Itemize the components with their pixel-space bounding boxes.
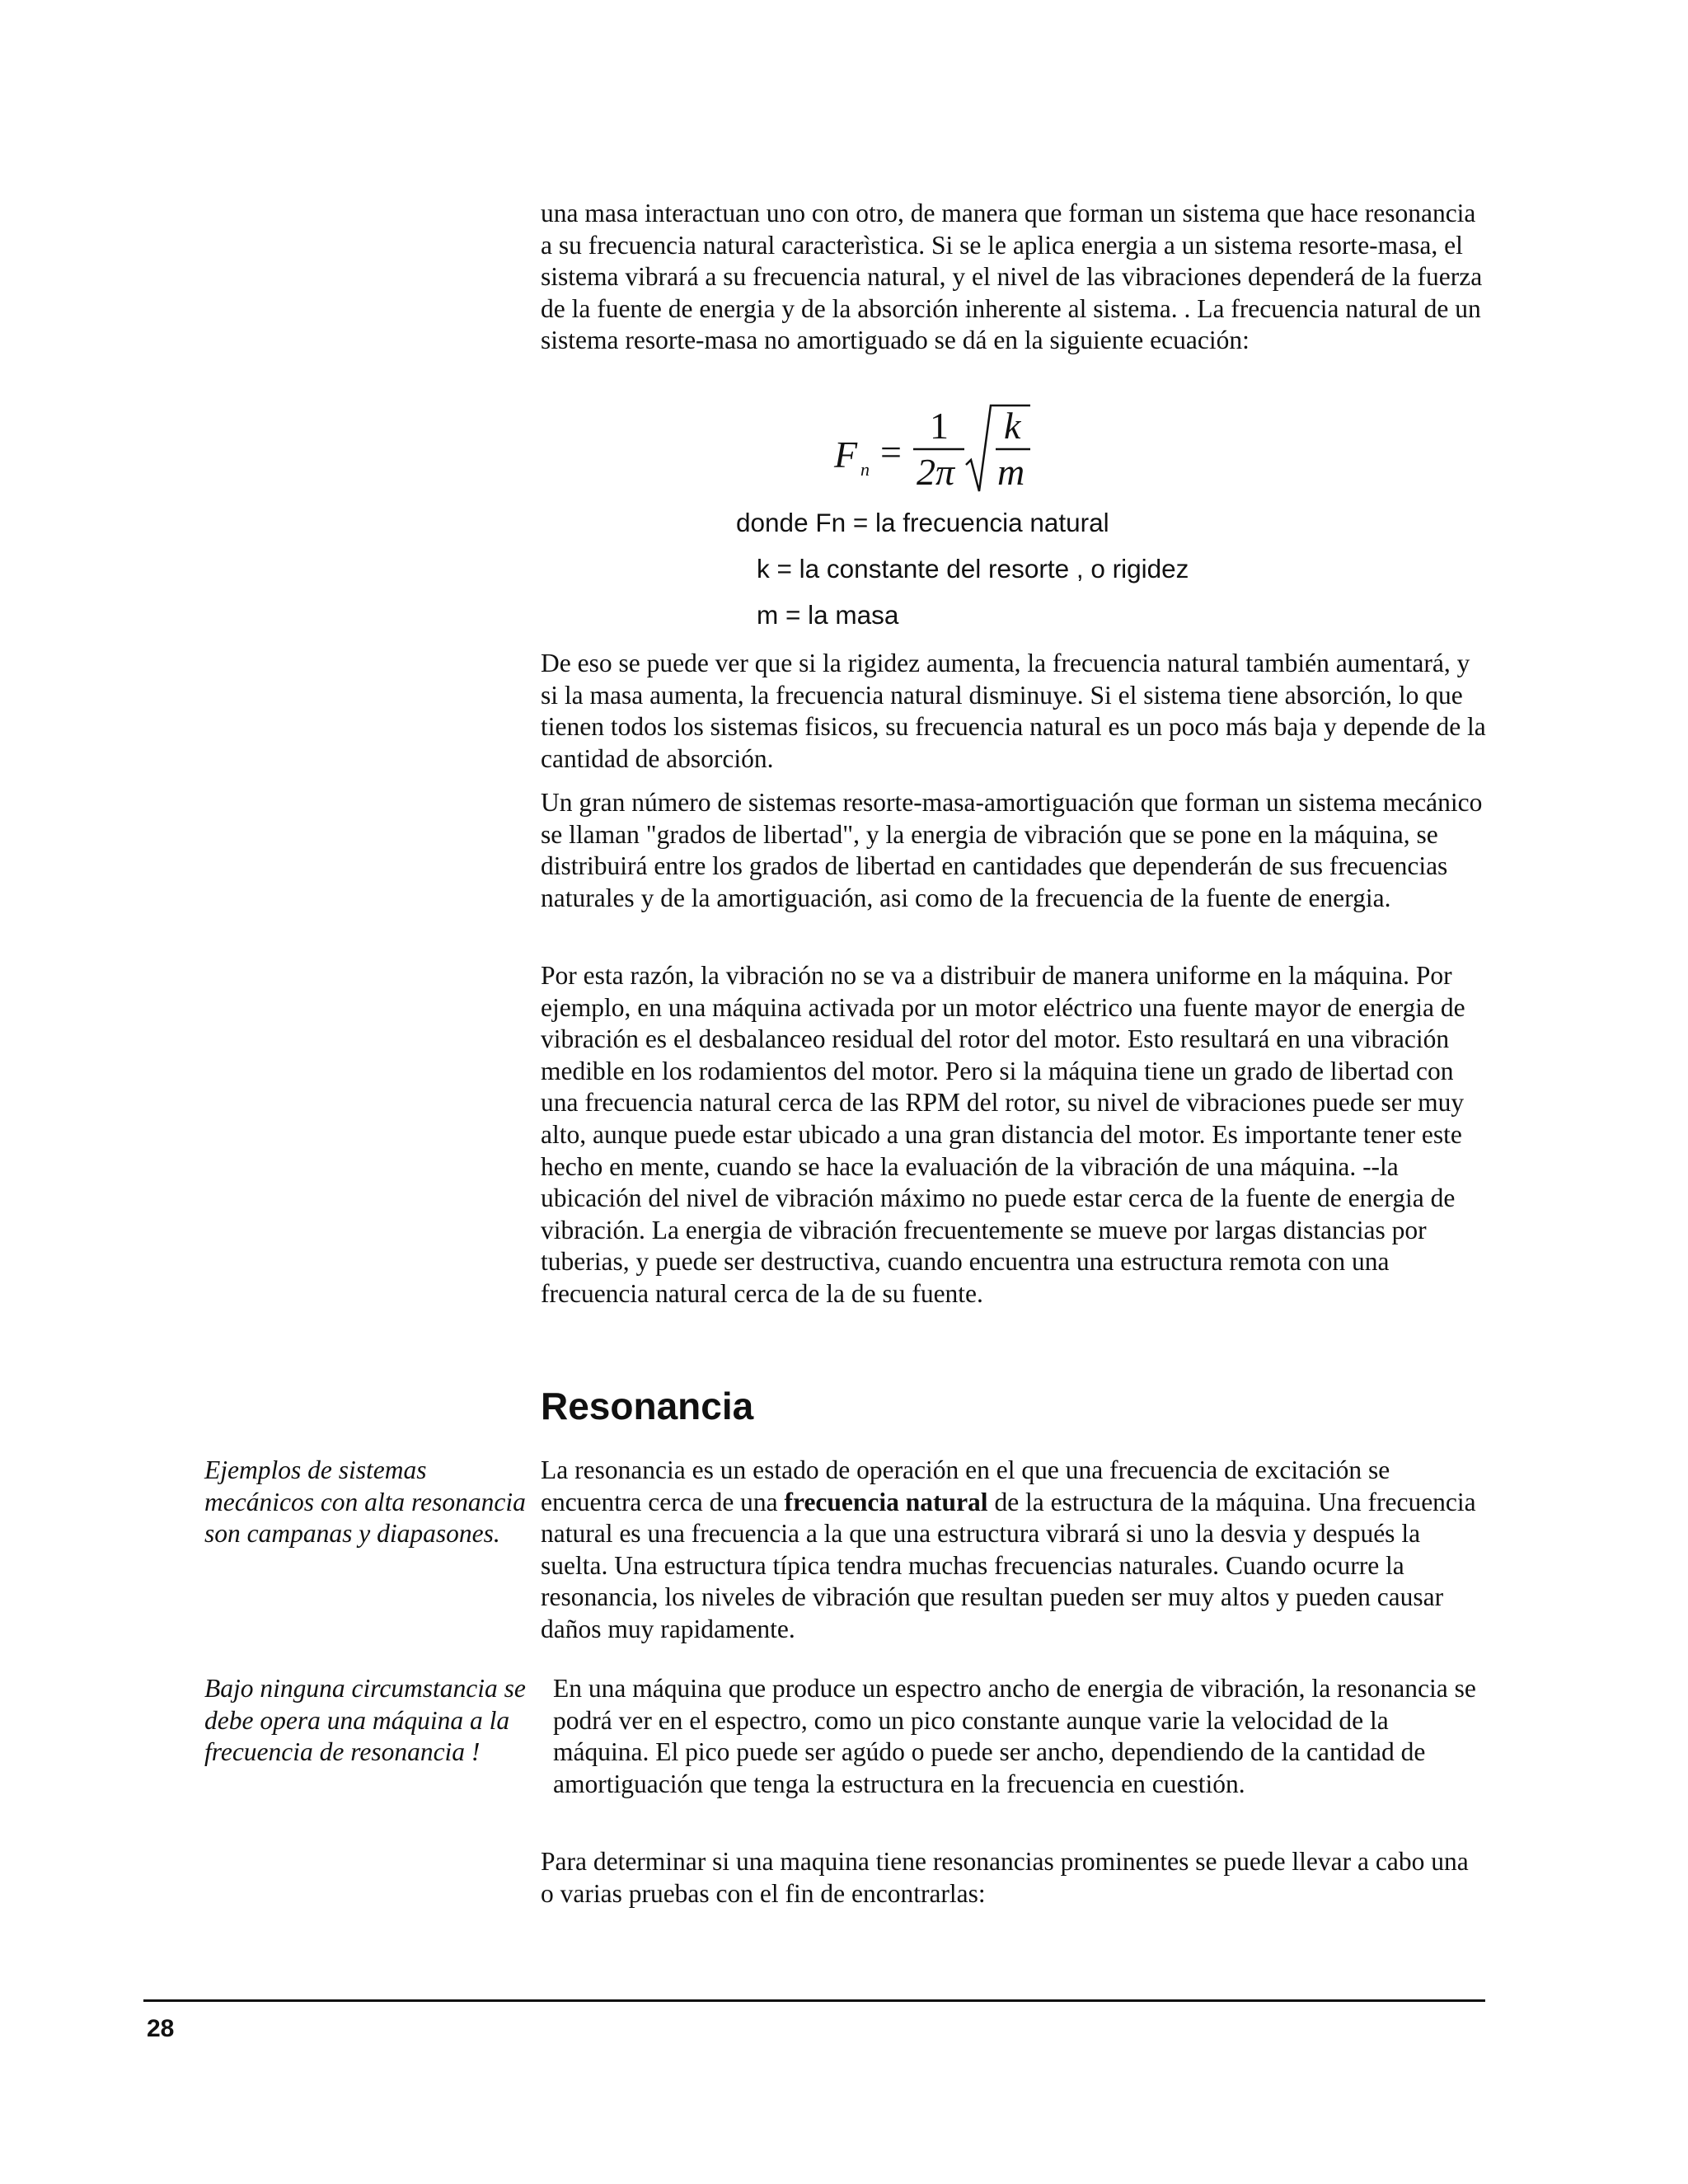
definition-fn: donde Fn = la frecuencia natural — [736, 508, 1109, 537]
resonance-text-end: de la estructura de la máquina. Una frecuencia natural es una frecuencia a la que una estructura vibrará si uno la desvia y después la suelta. Una estructura típica tendra muchas frecuencias naturales. Cuando ocurre la resonancia, los niveles de vibración que resultan pueden ser muy altos y pueden causar daños muy rapidamente. — [541, 1487, 1476, 1643]
paragraph-spectrum: En una máquina que produce un espectro ancho de energia de vibración, la resonancia se podrá ver en el espectro, como un pico constante aunque varie la velocidad de la máquina. El pico puede ser agúdo o puede ser ancho, dependiendo de la cantidad de amortiguación que tenga la estructura en la frecuencia en cuestión. — [553, 1674, 1476, 1798]
equation-numerator: 1 — [930, 405, 949, 447]
natural-frequency-term: frecuencia natural — [784, 1487, 988, 1516]
equation-equals: = — [880, 431, 902, 473]
sidenote-examples: Ejemplos de sistemas mecánicos con alta resonancia son campanas y diapasones. — [204, 1455, 526, 1549]
intro-paragraph: una masa interactuan uno con otro, de manera que forman un sistema que hace resonancia a su frecuencia natural caracterìstica. Si se le aplica energia a un sistema resorte-masa, el sistema vibrará a su frecuencia natural, y el nivel de las vibraciones dependerá de la fuerza de la fuente de energia y de la absorción inherente al sistema. . La frecuencia natural de un sistema resorte-masa no amortiguado se dá en la siguiente ecuación: — [541, 199, 1483, 355]
paragraph-distribution: Por esta razón, la vibración no se va a distribuir de manera uniforme en la máquina. Por ejemplo, en una máquina activada por un motor eléctrico una fuente mayor de energia de vibración es el desbalanceo residual del rotor del motor. Esto resultará en una vibración medible en los rodamientos del motor. Pero si la máquina tiene un grado de libertad con una frecuencia natural cerca de las RPM del rotor, su nivel de vibraciones puede ser muy alto, aunque puede estar ubicado a una gran distancia del motor. Es importante tener este hecho en mente, cuando se hace la evaluación de la vibración de una máquina. --la ubicación del nivel de vibración máximo no puede estar cerca de la fuente de energia de vibración. La energia de vibración frecuentemente se mueve por largas distancias por tuberias, y puede ser destructiva, cuando encuentra una estructura remota con una frecuencia natural cerca de la de su fuente. — [541, 961, 1465, 1308]
equation-fraction-and-root — [832, 394, 1080, 501]
natural-frequency-equation — [832, 394, 1080, 501]
section-heading: Resonancia — [541, 1385, 754, 1427]
resonance-text-start: La resonancia es un estado de operación en el que una frecuencia de excitación se encuentra cerca de una — [541, 1455, 1390, 1516]
equation-denominator: 2π — [917, 451, 955, 493]
paragraph-tests: Para determinar si una maquina tiene resonancias prominentes se puede llevar a cabo una o varias pruebas con el fin de encontrarlas: — [541, 1847, 1469, 1908]
definition-m: m = la masa — [757, 600, 899, 630]
paragraph-rigidity: De eso se puede ver que si la rigidez aumenta, la frecuencia natural también aumentará, y si la masa aumenta, la frecuencia natural disminuye. Si el sistema tiene absorción, lo que tienen todos los sistemas fisicos, su frecuencia natural es un poco más baja y depende de la cantidad de absorción. — [541, 649, 1486, 773]
equation-subscript: n — [860, 459, 870, 480]
equation-root-numerator: k — [1004, 405, 1021, 447]
page-number: 28 — [147, 2015, 175, 2042]
equation-root-denominator: m — [997, 451, 1025, 493]
paragraph-degrees-of-freedom: Un gran número de sistemas resorte-masa-amortiguación que forman un sistema mecánico se llaman "grados de libertad", y la energia de vibración que se pone en la máquina, se distribuirá entre los grados de libertad en cantidades que dependerán de sus frecuencias naturales y de la amortiguación, asi como de la frecuencia de la fuente de energia. — [541, 788, 1483, 912]
sidenote-warning: Bajo ninguna circumstancia se debe opera una máquina a la frecuencia de resonancia ! — [204, 1674, 526, 1767]
footer-rule — [143, 1999, 1485, 2002]
definition-k: k = la constante del resorte , o rigidez — [757, 554, 1189, 583]
equation-lhs: F — [834, 434, 858, 476]
paragraph-resonance-definition — [541, 1455, 1487, 1646]
